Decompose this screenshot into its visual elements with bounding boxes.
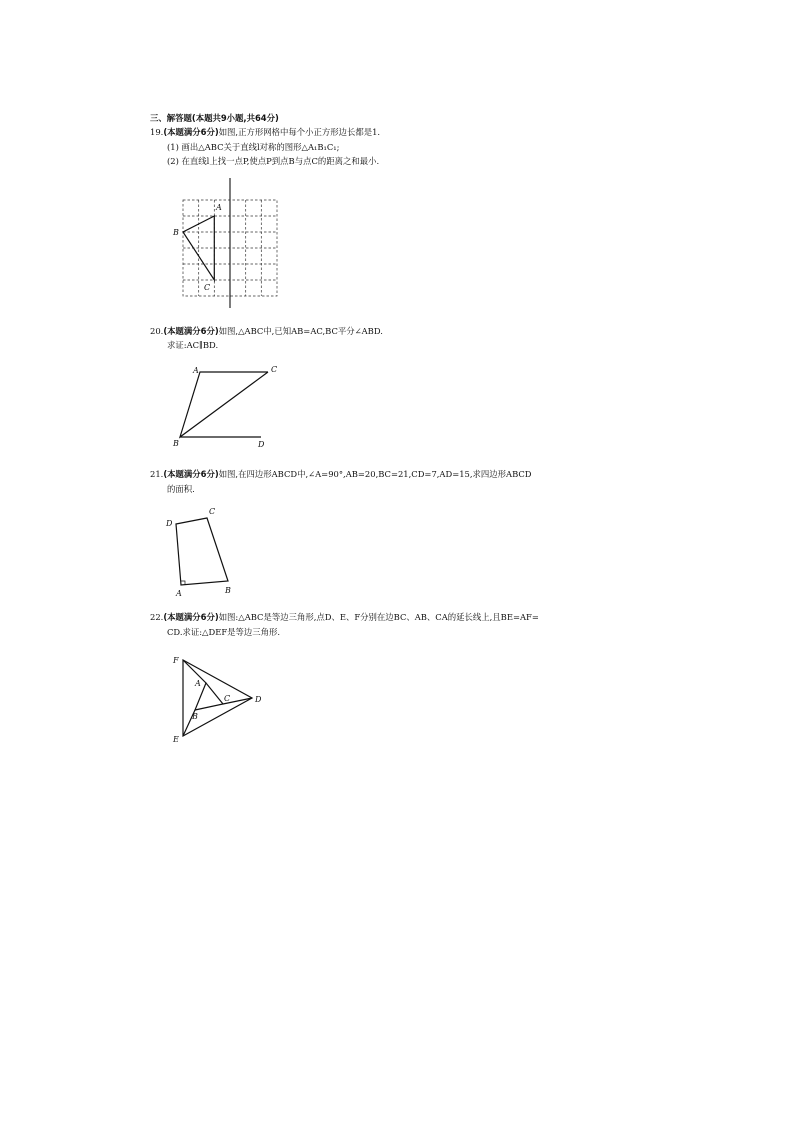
q21-label-a: A	[176, 589, 182, 598]
q22-line-1	[150, 612, 539, 623]
q21-stem: 如图,在四边形ABCD中,∠A=90°,AB=20,BC=21,CD=7,AD=15,求四边形ABCD	[218, 469, 532, 479]
q20-segments	[180, 372, 268, 437]
q21-label-b: B	[225, 586, 231, 595]
q20-label-d: D	[258, 440, 265, 449]
q21-figure	[160, 502, 245, 600]
q22-label-d: D	[255, 695, 262, 704]
q19-number: 19.	[150, 127, 164, 137]
q22-number: 22.	[150, 612, 164, 622]
q19-stem: 如图,正方形网格中每个小正方形边长都是1.	[218, 127, 381, 137]
q22-label-b: B	[192, 712, 198, 721]
q20-number: 20.	[150, 326, 164, 336]
q19-label-c: C	[204, 283, 211, 292]
q19-line-1	[150, 127, 380, 138]
q19-score: (本题满分6分)	[163, 127, 219, 137]
q21-line-1	[150, 469, 532, 480]
q19-label-b: B	[173, 228, 179, 237]
q22-label-a: A	[195, 679, 201, 688]
q20-prove: 求证:AC∥BD.	[167, 340, 219, 350]
q20-line-1	[150, 326, 383, 337]
q21-number: 21.	[150, 469, 164, 479]
q20-label-c: C	[271, 365, 278, 374]
q21-stem-2: 的面积.	[167, 484, 195, 494]
q20-figure	[165, 360, 285, 455]
q22-score: (本题满分6分)	[163, 612, 219, 622]
q19-grid-figure	[165, 175, 290, 310]
q22-stem-2: CD.求证:△DEF是等边三角形.	[167, 627, 281, 637]
section-header: 三、解答题(本题共9小题,共64分)	[150, 113, 279, 123]
q21-label-d: D	[166, 519, 173, 528]
q22-label-f: F	[173, 656, 179, 665]
q19-label-a: A	[216, 203, 222, 212]
q20-label-a: A	[193, 366, 199, 375]
q19-part2: (2) 在直线l上找一点P,使点P到点B与点C的距离之和最小.	[167, 156, 380, 166]
q21-score: (本题满分6分)	[163, 469, 219, 479]
q22-stem: 如图:△ABC是等边三角形,点D、E、F分别在边BC、AB、CA的延长线上,且BE=AF=	[218, 612, 539, 622]
q20-label-b: B	[173, 439, 179, 448]
q20-stem: 如图,△ABC中,已知AB=AC,BC平分∠ABD.	[218, 326, 383, 336]
q22-label-e: E	[173, 735, 179, 744]
q19-part1: (1) 画出△ABC关于直线l对称的图形△A₁B₁C₁;	[167, 142, 340, 152]
q21-quadrilateral	[176, 518, 228, 585]
q21-label-c: C	[209, 507, 216, 516]
q20-score: (本题满分6分)	[163, 326, 219, 336]
q22-figure	[165, 650, 275, 750]
q22-label-c: C	[224, 694, 231, 703]
